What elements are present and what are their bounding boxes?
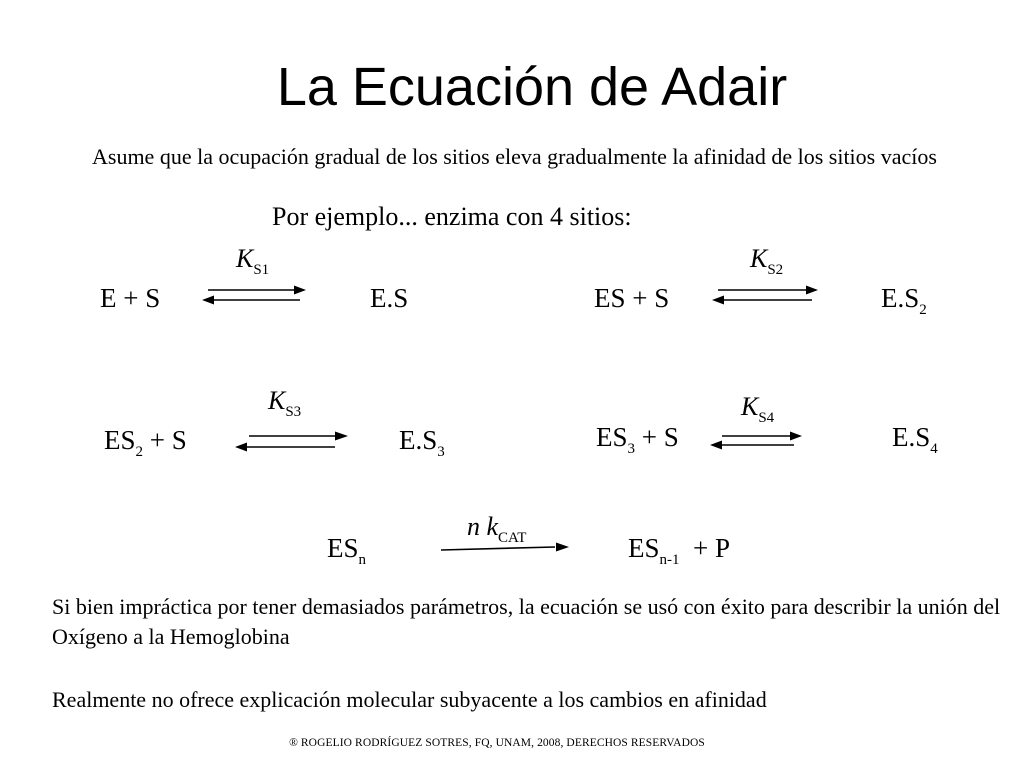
reaction-2-reactant: ES + S bbox=[594, 283, 670, 313]
intro-text: Asume que la ocupación gradual de los sitios eleva gradualmente la afinidad de los sitios vacíos bbox=[92, 144, 937, 169]
product-main: E.S bbox=[892, 422, 931, 452]
reactant-rest: + S bbox=[635, 422, 679, 452]
constant-subscript: S2 bbox=[767, 262, 784, 278]
copyright-footer: ® ROGELIO RODRÍGUEZ SOTRES, FQ, UNAM, 2008, DERECHOS RESERVADOS bbox=[289, 737, 705, 749]
product-subscript: 3 bbox=[437, 444, 445, 460]
constant-subscript: S4 bbox=[758, 410, 775, 426]
constant-symbol: K bbox=[741, 392, 759, 421]
reactant-main: ES bbox=[104, 425, 136, 455]
product-main: E.S bbox=[370, 283, 409, 313]
reactant-rest: + S bbox=[143, 425, 187, 455]
reaction-3-reactant bbox=[104, 425, 187, 461]
forward-arrow bbox=[441, 540, 569, 556]
reaction-4-reactant bbox=[596, 422, 679, 458]
equilibrium-arrow-1 bbox=[202, 284, 306, 306]
equilibrium-arrow-2 bbox=[712, 284, 818, 306]
constant-symbol: K bbox=[268, 386, 286, 415]
product-main: ES bbox=[628, 533, 660, 563]
reactant-subscript: 2 bbox=[135, 444, 144, 460]
constant-symbol: n k bbox=[467, 512, 499, 541]
constant-symbol: K bbox=[750, 244, 768, 273]
equilibrium-arrow-4 bbox=[710, 430, 802, 452]
product-main: E.S bbox=[881, 283, 920, 313]
catalysis-product bbox=[628, 533, 730, 569]
reactant-subscript: n bbox=[358, 552, 367, 568]
reaction-3-product bbox=[399, 425, 445, 461]
catalysis-reactant bbox=[327, 533, 366, 569]
reaction-2-constant bbox=[750, 244, 783, 279]
product-rest: + P bbox=[679, 533, 731, 563]
reaction-4-product bbox=[892, 422, 938, 458]
product-main: E.S bbox=[399, 425, 438, 455]
reaction-3-constant bbox=[268, 386, 301, 421]
product-subscript: 2 bbox=[919, 302, 927, 318]
constant-symbol: K bbox=[236, 244, 254, 273]
note-impracticality: Si bien impráctica por tener demasiados parámetros, la ecuación se usó con éxito para describir la unión del Oxígeno a la Hemoglobina bbox=[52, 594, 1001, 649]
example-heading: Por ejemplo... enzima con 4 sitios: bbox=[272, 202, 632, 231]
page-title: La Ecuación de Adair bbox=[276, 57, 788, 117]
reactant-subscript: 3 bbox=[627, 441, 636, 457]
product-subscript: 4 bbox=[930, 441, 938, 457]
reaction-1-reactant: E + S bbox=[100, 283, 161, 313]
constant-subscript: S3 bbox=[285, 404, 302, 420]
equilibrium-arrow-3 bbox=[235, 430, 348, 454]
reaction-2-product bbox=[881, 283, 927, 319]
reactant-main: ES bbox=[596, 422, 628, 452]
constant-subscript: S1 bbox=[253, 262, 270, 278]
constant-subscript: CAT bbox=[498, 530, 527, 546]
reaction-1-constant bbox=[236, 244, 269, 279]
product-subscript: n-1 bbox=[659, 552, 680, 568]
note-limitation: Realmente no ofrece explicación molecular subyacente a los cambios en afinidad bbox=[52, 687, 767, 712]
reaction-4-constant bbox=[741, 392, 774, 427]
reaction-1-product bbox=[370, 283, 408, 314]
reactant-main: ES bbox=[327, 533, 359, 563]
